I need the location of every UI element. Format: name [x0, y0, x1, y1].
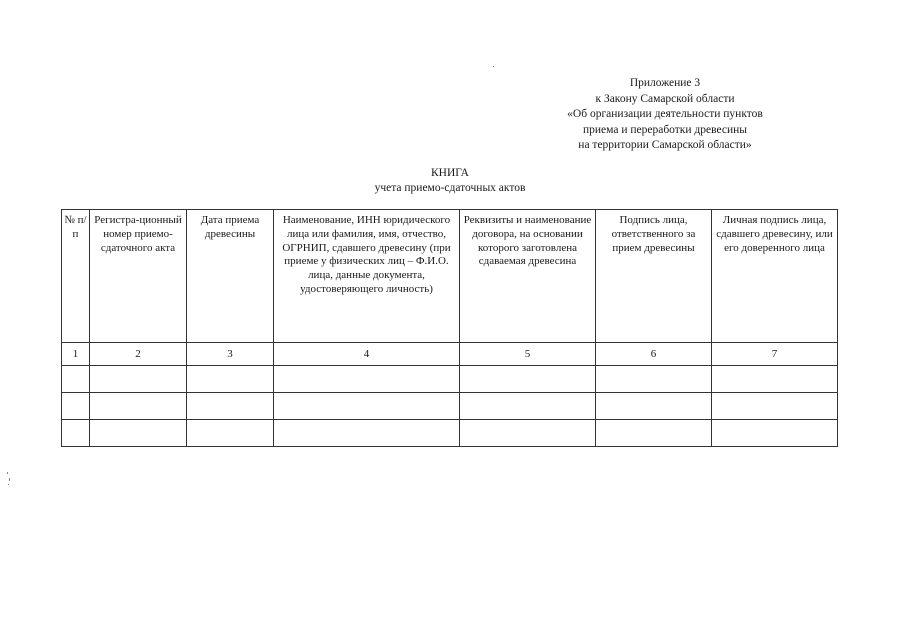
scan-speck	[7, 472, 8, 474]
empty-cell	[62, 393, 90, 420]
column-number: 1	[62, 343, 90, 366]
empty-cell	[90, 366, 187, 393]
empty-table-row	[62, 366, 838, 393]
appendix-line: приема и переработки древесины	[582, 123, 748, 136]
empty-cell	[596, 420, 712, 447]
empty-table-row	[62, 420, 838, 447]
empty-cell	[596, 393, 712, 420]
scan-speck	[493, 66, 494, 67]
empty-cell	[187, 393, 274, 420]
column-number: 5	[460, 343, 596, 366]
empty-cell	[274, 420, 460, 447]
empty-cell	[90, 420, 187, 447]
acts-ledger-table	[61, 209, 838, 447]
empty-table-row	[62, 393, 838, 420]
empty-cell	[712, 393, 838, 420]
empty-cell	[596, 366, 712, 393]
empty-cell	[712, 420, 838, 447]
column-number: 4	[274, 343, 460, 366]
header-row	[62, 210, 838, 343]
column-number: 3	[187, 343, 274, 366]
empty-cell	[460, 366, 596, 393]
empty-cell	[274, 393, 460, 420]
empty-cell	[460, 420, 596, 447]
appendix-line: «Об организации деятельности пунктов	[567, 108, 763, 120]
column-header: Наименование, ИНН юридического лица или фамилия, имя, отчество, ОГРНИП, сдавшего древесину (при приеме у физических лиц – Ф.И.О. лица, данные документа, удостоверяющего личность)	[274, 210, 460, 343]
empty-cell	[460, 393, 596, 420]
empty-cell	[90, 393, 187, 420]
empty-cell	[62, 420, 90, 447]
empty-cell	[187, 366, 274, 393]
empty-cell	[712, 366, 838, 393]
appendix-reference	[520, 76, 810, 154]
column-header: Регистра-ционный номер приемо-сдаточного акта	[90, 210, 187, 343]
column-number: 7	[712, 343, 838, 366]
column-header: № п/п	[62, 210, 90, 343]
appendix-line: Приложение 3	[629, 77, 701, 89]
appendix-line: на территории Самарской области»	[578, 139, 752, 151]
document-subtitle: учета приемо-сдаточных актов	[374, 182, 526, 194]
document-title-block	[300, 166, 600, 196]
column-header: Подпись лица, ответственного за прием древесины	[596, 210, 712, 343]
empty-cell	[274, 366, 460, 393]
column-header: Дата приема древесины	[187, 210, 274, 343]
column-header: Реквизиты и наименование договора, на основании которого заготовлена сдаваемая древесина	[460, 210, 596, 343]
empty-cell	[62, 366, 90, 393]
column-number: 2	[90, 343, 187, 366]
document-title: КНИГА	[431, 167, 469, 179]
scan-speck	[9, 478, 10, 481]
empty-cell	[187, 420, 274, 447]
column-number: 6	[596, 343, 712, 366]
column-number-row	[62, 343, 838, 366]
column-header: Личная подпись лица, сдавшего древесину, или его доверенного лица	[712, 210, 838, 343]
scan-speck	[8, 484, 9, 485]
appendix-line: к Закону Самарской области	[595, 92, 735, 105]
